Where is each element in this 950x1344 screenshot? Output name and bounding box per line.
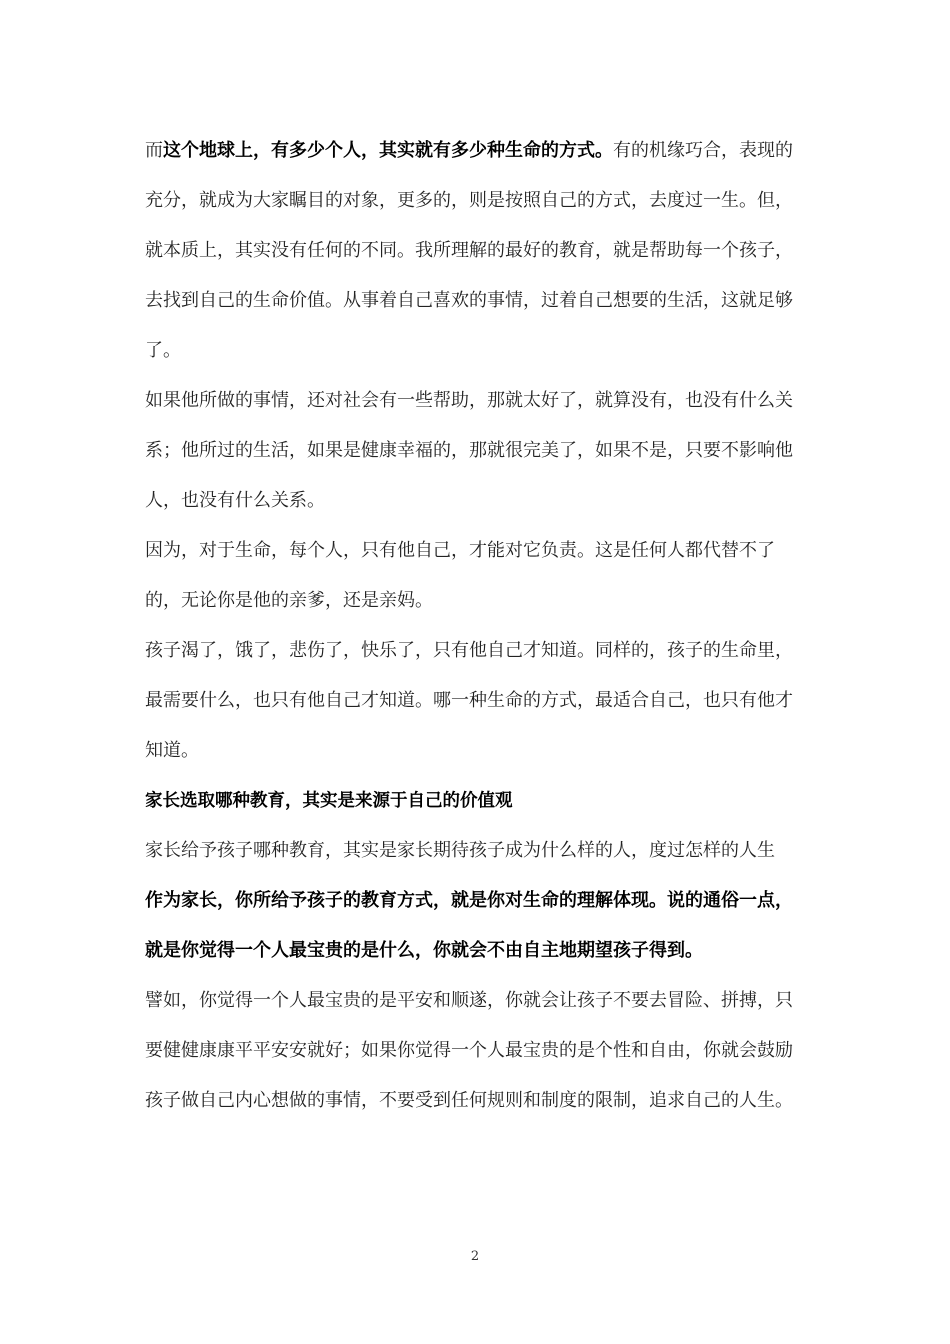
page-number: 2 [470, 1249, 480, 1264]
paragraph-1-bold: 这个地球上，有多少个人，其实就有多少种生命的方式。 [163, 140, 613, 161]
paragraph-7: 譬如，你觉得一个人最宝贵的是平安和顺遂，你就会让孩子不要去冒险、拼搏，只要健健康康平平安安就好；如果你觉得一个人最宝贵的是个性和自由，你就会鼓励孩子做自己内心想做的事情，不要受到任何规则和制度的限制，追求自己的人生。 [145, 990, 793, 1111]
paragraph-1-lead: 而 [145, 140, 163, 161]
paragraph-2: 如果他所做的事情，还对社会有一些帮助，那就太好了，就算没有，也没有什么关系；他所过的生活，如果是健康幸福的，那就很完美了，如果不是，只要不影响他人，也没有什么关系。 [145, 390, 793, 511]
paragraph-1-rest: 有的机缘巧合，表现的充分，就成为大家瞩目的对象，更多的，则是按照自己的方式，去度过一生。但，就本质上，其实没有任何的不同。我所理解的最好的教育，就是帮助每一个孩子，去找到自己的生命价值。从事着自己喜欢的事情，过着自己想要的生活，这就足够了。 [145, 140, 793, 361]
paragraph-6-bold: 作为家长，你所给予孩子的教育方式，就是你对生命的理解体现。说的通俗一点，就是你觉得一个人最宝贵的是什么，你就会不由自主地期望孩子得到。 [145, 890, 793, 961]
paragraph-5: 家长给予孩子哪种教育，其实是家长期待孩子成为什么样的人，度过怎样的人生 [145, 840, 775, 861]
paragraph-4: 孩子渴了，饿了，悲伤了，快乐了，只有他自己才知道。同样的，孩子的生命里，最需要什么，也只有他自己才知道。哪一种生命的方式，最适合自己，也只有他才知道。 [145, 640, 793, 761]
section-heading: 家长选取哪种教育，其实是来源于自己的价值观 [145, 791, 513, 811]
document-body [145, 126, 810, 1126]
paragraph-1 [145, 126, 810, 376]
paragraph-3: 因为，对于生命，每个人，只有他自己，才能对它负责。这是任何人都代替不了的，无论你是他的亲爹，还是亲妈。 [145, 540, 775, 611]
